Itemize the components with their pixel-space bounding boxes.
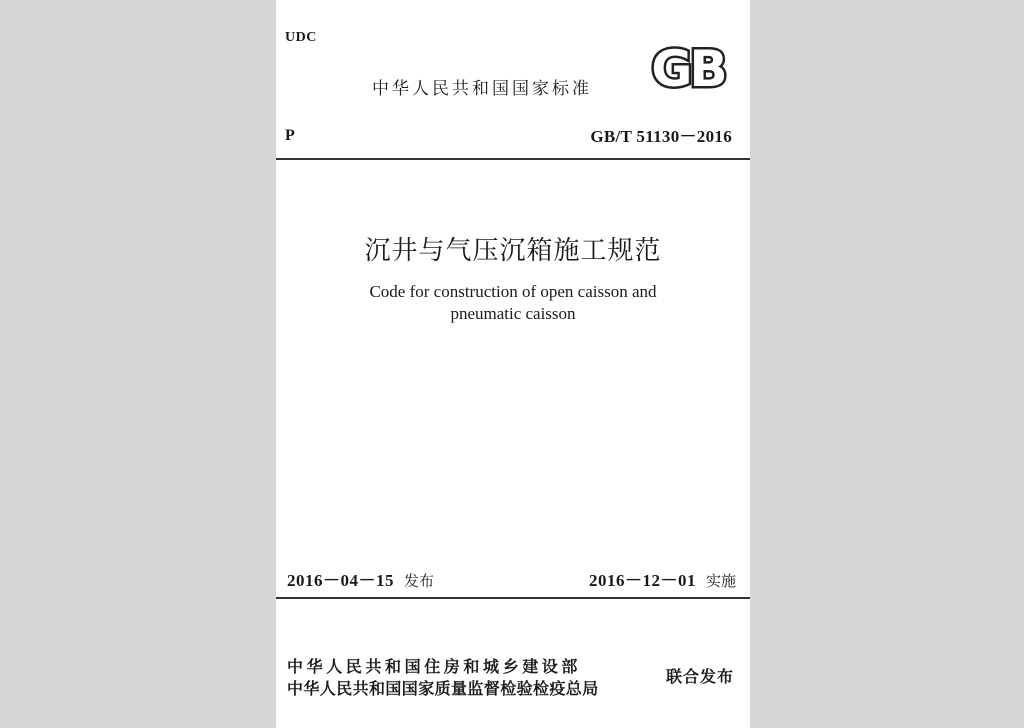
document-page [276, 0, 750, 728]
title-english-line1: Code for construction of open caisson and [369, 282, 657, 301]
header-divider [276, 158, 750, 160]
standard-type: 中华人民共和国国家标准 [372, 79, 592, 99]
title-english [276, 281, 750, 325]
issue-label: 发布 [404, 572, 435, 590]
publisher-line2: 中华人民共和国国家质量监督检验检疫总局 [287, 679, 599, 698]
title-english-line2: pneumatic caisson [450, 304, 576, 323]
standard-number: GB/T 51130－2016 [590, 127, 732, 146]
implement-date: 2016－12－01 [588, 571, 696, 590]
issue-date: 2016－04－15 [287, 571, 394, 590]
implement-label: 实施 [705, 572, 736, 590]
joint-publish-label: 联合发布 [665, 667, 734, 686]
issue-info [287, 566, 434, 591]
footer-divider [276, 597, 750, 599]
title-chinese: 沉井与气压沉箱施工规范 [364, 236, 662, 266]
gb-logo [642, 44, 734, 92]
udc-label: UDC [285, 30, 317, 45]
implement-info [589, 566, 736, 591]
gb-logo-text: GB [651, 44, 725, 92]
publisher-line1: 中华人民共和国住房和城乡建设部 [287, 657, 582, 676]
classification-code: P [285, 127, 295, 144]
